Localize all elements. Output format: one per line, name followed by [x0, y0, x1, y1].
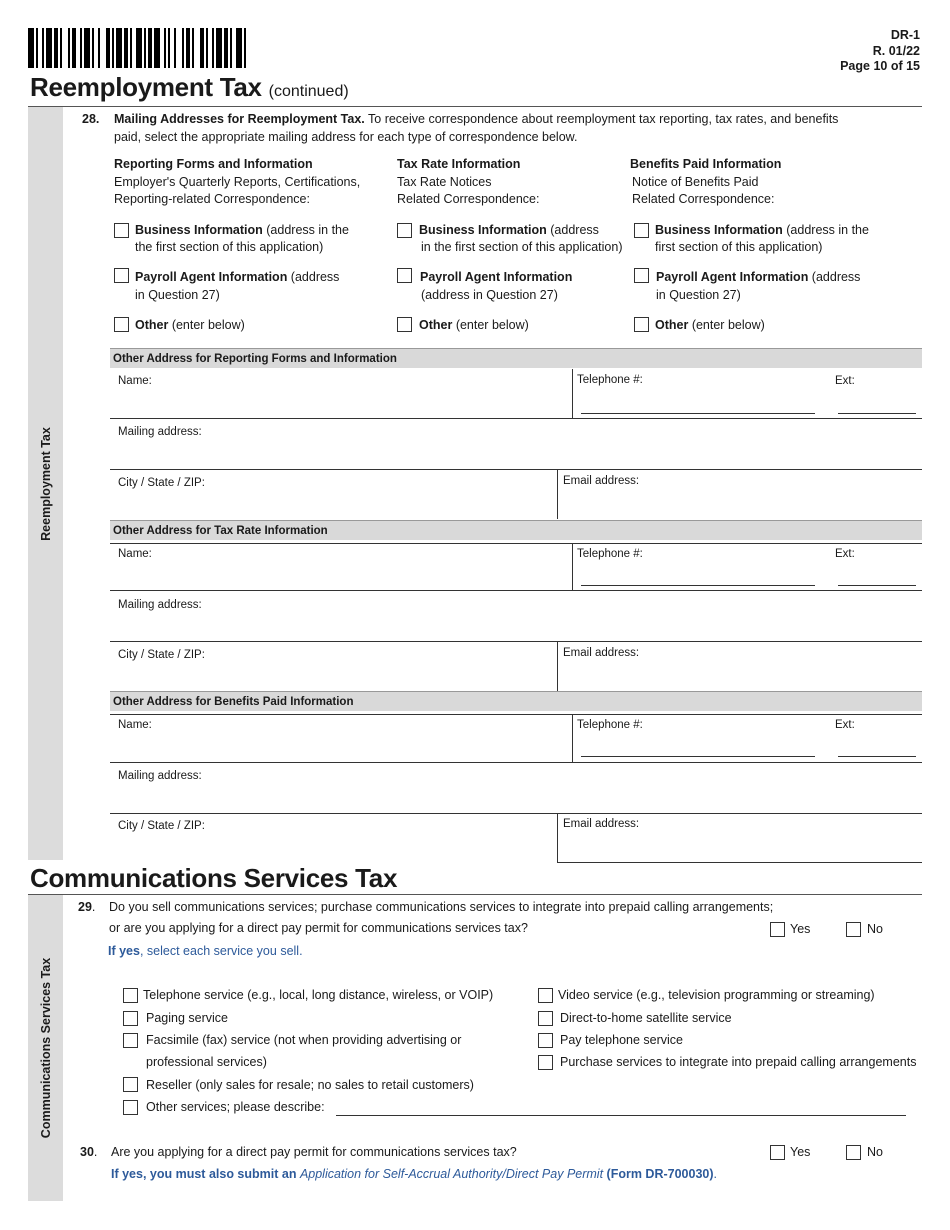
field-divider: [110, 469, 922, 470]
q28-number: 28.: [82, 112, 100, 126]
mailing-address-field[interactable]: [110, 592, 922, 640]
col3-opt2-rest: (address: [808, 270, 861, 284]
telephone-field[interactable]: [581, 756, 815, 757]
q30-number-text: 30: [80, 1145, 94, 1159]
col2-opt2-line2: (address in Question 27): [421, 288, 558, 302]
fax-service-label-line2: professional services): [146, 1055, 267, 1069]
other-services-checkbox[interactable]: [123, 1100, 138, 1115]
col2-opt3: [419, 317, 529, 334]
col2-payroll-agent-checkbox[interactable]: [397, 268, 412, 283]
fax-service-label: Facsimile (fax) service (not when providing advertising or: [146, 1033, 462, 1047]
q28-text1: To receive correspondence about reemployment tax reporting, tax rates, and benefits: [364, 112, 839, 126]
field-divider: [110, 418, 573, 419]
mailing-address-field[interactable]: [110, 420, 922, 468]
col3-opt1-rest: (address in the: [782, 223, 869, 237]
mailing-address-field[interactable]: [110, 764, 922, 812]
q29-number: [78, 899, 95, 916]
q30-no-checkbox[interactable]: [846, 1145, 861, 1160]
email-field[interactable]: [559, 815, 921, 861]
q30-note: [111, 1166, 717, 1183]
col3-desc2: Related Correspondence:: [632, 192, 775, 206]
field-divider: [557, 862, 922, 863]
address-block-title: Other Address for Tax Rate Information: [110, 520, 922, 540]
name-label: Name:: [118, 719, 152, 731]
q29-if-yes-rest: , select each service you sell.: [139, 944, 303, 958]
city-state-zip-field[interactable]: [110, 471, 556, 517]
form-id: DR-1: [890, 28, 920, 42]
q30-yes-label: Yes: [790, 1145, 811, 1159]
col1-opt1-bold: Business Information: [135, 223, 263, 237]
col3-payroll-agent-checkbox[interactable]: [634, 268, 649, 283]
pay-telephone-label: Pay telephone service: [560, 1033, 683, 1047]
address-block-title: Other Address for Benefits Paid Information: [110, 691, 922, 711]
col3-opt2-bold: Payroll Agent Information: [656, 270, 809, 284]
col3-opt3-bold: Other: [655, 318, 689, 332]
col2-desc1: Tax Rate Notices: [397, 175, 492, 189]
q30-text: Are you applying for a direct pay permit for communications services tax?: [111, 1145, 517, 1159]
q28-line1: [114, 111, 838, 128]
section-title-suffix: (continued): [268, 83, 349, 100]
ext-field[interactable]: [838, 585, 916, 586]
form-revision: R. 01/22: [872, 43, 920, 58]
col2-desc2: Related Correspondence:: [397, 192, 540, 206]
city-state-zip-label: City / State / ZIP:: [118, 820, 205, 832]
telephone-label: Telephone #:: [577, 548, 643, 560]
ext-field[interactable]: [838, 756, 916, 757]
email-field[interactable]: [559, 471, 921, 517]
col1-desc2: Reporting-related Correspondence:: [114, 192, 310, 206]
sidebar-label: Communications Services Tax: [38, 957, 53, 1139]
q28-title: Mailing Addresses for Reemployment Tax.: [114, 112, 365, 126]
name-field[interactable]: [110, 545, 572, 590]
telephone-field[interactable]: [581, 413, 815, 414]
mailing-address-label: Mailing address:: [118, 426, 202, 438]
col1-heading: Reporting Forms and Information: [114, 157, 313, 171]
q29-if-yes: [108, 943, 303, 960]
name-field[interactable]: [110, 372, 572, 418]
q30-yes-checkbox[interactable]: [770, 1145, 785, 1160]
address-block-benefits-paid: [110, 691, 922, 711]
q30-note-form-number: (Form DR-700030): [603, 1167, 714, 1181]
name-label: Name:: [118, 548, 152, 560]
sidebar-communications: [28, 895, 63, 1201]
q29-dot: .: [91, 900, 96, 914]
name-label: Name:: [118, 375, 152, 387]
field-divider: [110, 641, 922, 642]
q30-dot: .: [93, 1145, 98, 1159]
col1-payroll-agent-checkbox[interactable]: [114, 268, 129, 283]
form-header: [840, 28, 920, 75]
col1-opt3-rest: (enter below): [168, 318, 245, 332]
telephone-label: Telephone #:: [577, 719, 643, 731]
email-label: Email address:: [563, 475, 640, 487]
col2-opt1: [419, 222, 599, 239]
col2-other-checkbox[interactable]: [397, 317, 412, 332]
video-service-label: Video service (e.g., television programming or streaming): [558, 988, 875, 1002]
q30-note-form-title: Application for Self-Accrual Authority/Direct Pay Permit: [299, 1167, 604, 1181]
reseller-label: Reseller (only sales for resale; no sales to retail customers): [146, 1078, 474, 1092]
field-divider: [572, 714, 573, 762]
paging-service-label: Paging service: [146, 1011, 228, 1025]
col3-opt2-line2: in Question 27): [656, 288, 741, 302]
ext-label: Ext:: [835, 719, 855, 731]
ext-label: Ext:: [835, 375, 855, 387]
col3-heading: Benefits Paid Information: [630, 157, 782, 171]
fax-service-checkbox[interactable]: [123, 1033, 138, 1048]
col2-opt2-bold: Payroll Agent Information: [420, 270, 573, 284]
prepaid-calling-label: Purchase services to integrate into prepaid calling arrangements: [560, 1055, 917, 1069]
col2-business-info-checkbox[interactable]: [397, 223, 412, 238]
barcode: [28, 28, 250, 68]
mailing-address-label: Mailing address:: [118, 599, 202, 611]
col2-opt2: [420, 269, 572, 286]
city-state-zip-label: City / State / ZIP:: [118, 649, 205, 661]
other-services-description-field[interactable]: [336, 1115, 906, 1116]
col2-opt3-rest: (enter below): [452, 318, 529, 332]
q29-line2: or are you applying for a direct pay permit for communications services tax?: [109, 921, 528, 935]
col1-opt1: [135, 222, 349, 239]
col1-desc1: Employer's Quarterly Reports, Certifications,: [114, 175, 361, 189]
q29-no-label: No: [867, 922, 883, 936]
col1-opt2-rest: (address: [287, 270, 340, 284]
q29-if-yes-bold: If yes: [108, 944, 140, 958]
satellite-service-label: Direct-to-home satellite service: [560, 1011, 732, 1025]
field-divider: [110, 590, 922, 591]
email-field[interactable]: [559, 643, 921, 689]
video-service-checkbox[interactable]: [538, 988, 553, 1003]
page-number: Page 10 of 15: [840, 59, 920, 73]
telephone-label: Telephone #:: [577, 374, 643, 386]
address-block-title: Other Address for Reporting Forms and Information: [110, 348, 922, 368]
col3-other-checkbox[interactable]: [634, 317, 649, 332]
city-state-zip-field[interactable]: [110, 815, 556, 861]
paging-service-checkbox[interactable]: [123, 1011, 138, 1026]
col3-desc1: Notice of Benefits Paid: [632, 175, 759, 189]
q29-line1: Do you sell communications services; purchase communications services to integrate into prepaid calling arrangements;: [109, 900, 774, 914]
section-title-communications: Communications Services Tax: [30, 863, 398, 893]
mailing-address-label: Mailing address:: [118, 770, 202, 782]
telephone-field[interactable]: [581, 585, 815, 586]
col1-business-info-checkbox[interactable]: [114, 223, 129, 238]
field-divider: [572, 418, 922, 419]
col1-opt3: [135, 317, 245, 334]
col3-opt3-rest: (enter below): [688, 318, 765, 332]
other-services-label: Other services; please describe:: [146, 1100, 325, 1114]
q29-yes-checkbox[interactable]: [770, 922, 785, 937]
field-divider: [572, 369, 573, 419]
field-divider: [110, 543, 922, 544]
col3-opt1-line2: first section of this application): [655, 240, 823, 254]
col1-opt1-rest: (address in the: [262, 223, 349, 237]
col1-opt2: [135, 269, 339, 286]
satellite-service-checkbox[interactable]: [538, 1011, 553, 1026]
col2-heading: Tax Rate Information: [397, 157, 521, 171]
sidebar-reemployment: [28, 107, 63, 860]
col2-opt1-line2: in the first section of this application): [421, 240, 623, 254]
section-divider: [28, 106, 922, 107]
col3-business-info-checkbox[interactable]: [634, 223, 649, 238]
section-title-text: Reemployment Tax: [30, 72, 262, 102]
q30-note-bold: If yes, you must also submit an: [111, 1167, 300, 1181]
q30-note-end: .: [713, 1167, 717, 1181]
field-divider: [557, 469, 558, 519]
section-title-reemployment: [30, 72, 349, 103]
telephone-service-label: Telephone service (e.g., local, long distance, wireless, or VOIP): [143, 988, 494, 1002]
email-label: Email address:: [563, 818, 640, 830]
col3-opt1: [655, 222, 869, 239]
ext-label: Ext:: [835, 548, 855, 560]
col1-other-checkbox[interactable]: [114, 317, 129, 332]
city-state-zip-label: City / State / ZIP:: [118, 477, 205, 489]
prepaid-calling-checkbox[interactable]: [538, 1055, 553, 1070]
col1-opt3-bold: Other: [135, 318, 169, 332]
q30-number: [80, 1144, 97, 1161]
field-divider: [110, 714, 922, 715]
col3-opt3: [655, 317, 765, 334]
city-state-zip-field[interactable]: [110, 643, 556, 689]
col1-opt2-line2: in Question 27): [135, 288, 220, 302]
ext-field[interactable]: [838, 413, 916, 414]
q28-line2: paid, select the appropriate mailing address for each type of correspondence below.: [114, 130, 578, 144]
col2-opt1-rest: (address: [546, 223, 599, 237]
col3-opt2: [656, 269, 860, 286]
q29-yes-label: Yes: [790, 922, 811, 936]
pay-telephone-checkbox[interactable]: [538, 1033, 553, 1048]
name-field[interactable]: [110, 716, 572, 761]
field-divider: [110, 762, 922, 763]
field-divider: [557, 641, 558, 691]
sidebar-label: Reemployment Tax: [38, 426, 53, 541]
col1-opt2-bold: Payroll Agent Information: [135, 270, 288, 284]
q30-no-label: No: [867, 1145, 883, 1159]
field-divider: [572, 543, 573, 591]
field-divider: [557, 813, 558, 863]
email-label: Email address:: [563, 647, 640, 659]
col2-opt3-bold: Other: [419, 318, 453, 332]
address-block-reporting: [110, 348, 922, 368]
reseller-checkbox[interactable]: [123, 1077, 138, 1092]
col2-opt1-bold: Business Information: [419, 223, 547, 237]
section-divider: [28, 894, 922, 895]
field-divider: [110, 813, 922, 814]
col3-opt1-bold: Business Information: [655, 223, 783, 237]
q29-number-text: 29: [78, 900, 92, 914]
q29-no-checkbox[interactable]: [846, 922, 861, 937]
col1-opt1-line2: the first section of this application): [135, 240, 324, 254]
telephone-service-checkbox[interactable]: [123, 988, 138, 1003]
address-block-tax-rate: [110, 520, 922, 540]
